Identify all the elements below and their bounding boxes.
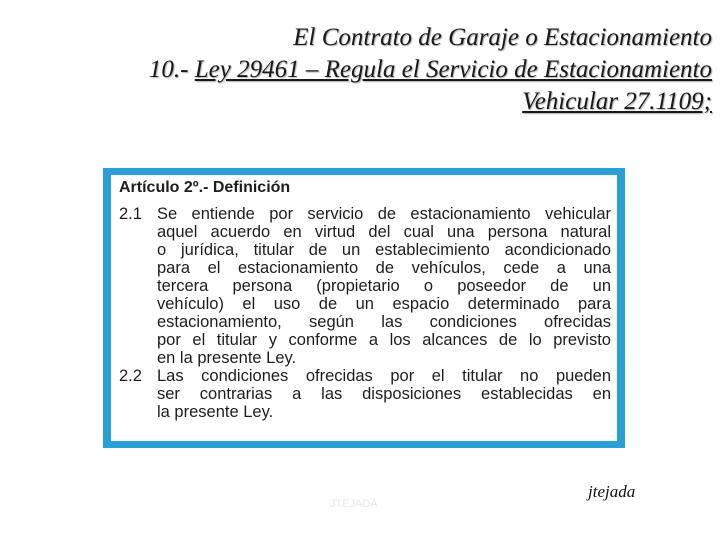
item-line: Se entiende por servicio de estacionamiento vehicular bbox=[157, 205, 611, 223]
item-number: 2.1 bbox=[119, 205, 142, 223]
author-name: jtejada bbox=[588, 482, 636, 501]
item-line: tercera persona (propietario o poseedor de un bbox=[157, 277, 611, 295]
item-line: ser contrarias a las disposiciones establecidas en bbox=[157, 385, 611, 403]
item-line: en la presente Ley. bbox=[157, 349, 297, 367]
item-line: Las condiciones ofrecidas por el titular no pueden bbox=[157, 367, 611, 385]
item-line: estacionamiento, según las condiciones ofrecidas bbox=[157, 313, 611, 331]
article-item bbox=[119, 205, 611, 367]
item-number: 2.2 bbox=[119, 367, 142, 385]
slide-title bbox=[22, 22, 712, 118]
article-box bbox=[111, 175, 617, 441]
item-line: por el titular y conforme a los alcances de lo previsto bbox=[157, 331, 611, 349]
article-heading: Artículo 2º.- Definición bbox=[119, 179, 291, 196]
item-line: la presente Ley. bbox=[157, 403, 274, 421]
title-line-2 bbox=[22, 54, 712, 86]
title-line-2-prefix: 10.- bbox=[148, 56, 195, 83]
item-line: o jurídica, titular de un establecimiento acondicionado bbox=[157, 241, 611, 259]
title-line-3 bbox=[22, 86, 712, 118]
article-item bbox=[119, 367, 611, 421]
item-text bbox=[157, 367, 611, 421]
title-line-1: El Contrato de Garaje o Estacionamiento bbox=[293, 24, 712, 51]
item-line: aquel acuerdo en virtud del cual una persona natural bbox=[157, 223, 611, 241]
item-line: vehículo) el uso de un espacio determinado para bbox=[157, 295, 611, 313]
law-reference-continued: Vehicular 27.1109; bbox=[522, 88, 712, 115]
item-text bbox=[157, 205, 611, 367]
article-image-frame bbox=[103, 168, 625, 448]
law-reference: Ley 29461 – Regula el Servicio de Estacionamiento bbox=[194, 56, 712, 83]
watermark-text: JTEJADA bbox=[330, 498, 378, 510]
item-line: para el estacionamiento de vehículos, cede a una bbox=[157, 259, 611, 277]
